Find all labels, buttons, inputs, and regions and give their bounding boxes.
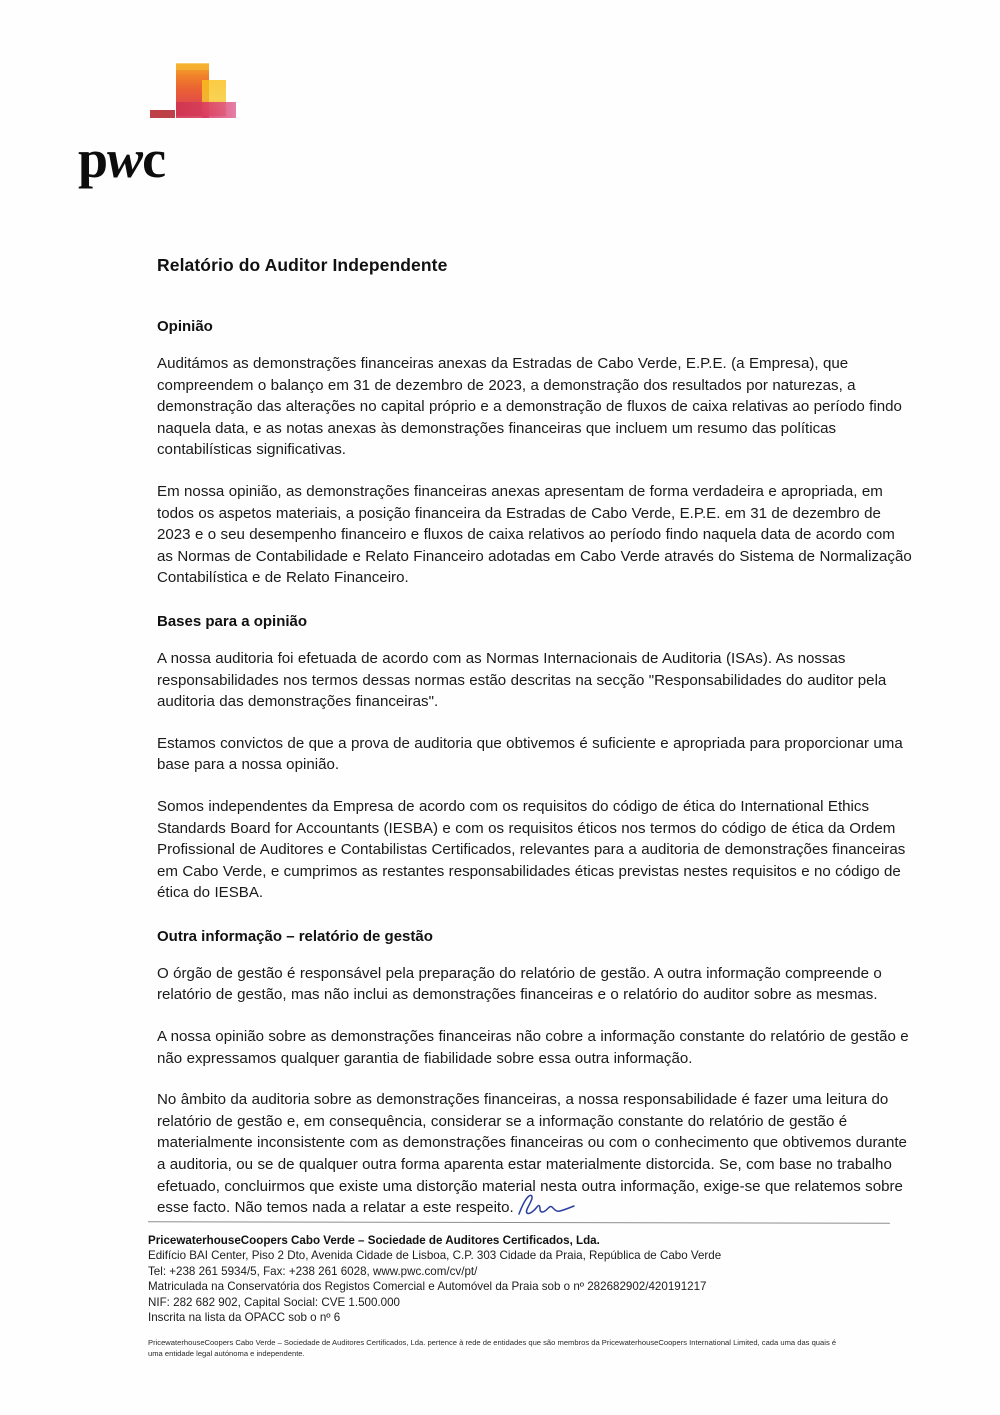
section-heading-bases: Bases para a opinião <box>157 612 308 630</box>
pwc-logo <box>78 60 338 189</box>
footer-disclaimer: PricewaterhouseCoopers Cabo Verde – Sociedade de Auditores Certificados, Lda. pertence à rede de entidades que são membros da PricewaterhouseCoopers International Limited, cada uma das quais é uma entidade legal autónoma e independente. <box>148 1338 837 1358</box>
footer-registration: Matriculada na Conservatória dos Registos Comercial e Automóvel da Praia sob o nº 282682902/420191217 <box>148 1280 707 1294</box>
page-footer <box>148 1222 890 1325</box>
logo-bar-pink <box>202 102 236 118</box>
logo-bar-top-highlight <box>176 63 209 70</box>
paragraph-text: No âmbito da auditoria sobre as demonstrações financeiras, a nossa responsabilidade é fazer uma leitura do relatório de gestão e, em consequência, considerar se a informação constante do relatório de gestão é materialmente inconsistente com as demonstrações financeiras ou com o conhecimento que obtivemos durante a auditoria, ou se de qualquer outra forma aparenta estar materialmente distorcida. Se, com base no trabalho efetuado, concluirmos que existe uma distorção material nesta outra informação, exige-se que relatemos sobre esse facto. Não temos nada a relatar a este respeito. <box>157 1091 907 1217</box>
paragraph: Estamos convictos de que a prova de auditoria que obtivemos é suficiente e apropriada para proporcionar uma base para a nossa opinião. <box>157 734 903 774</box>
handwritten-signature-icon <box>516 1192 576 1218</box>
footer-contact: Tel: +238 261 5934/5, Fax: +238 261 6028, www.pwc.com/cv/pt/ <box>148 1264 478 1278</box>
pwc-logo-mark-icon <box>150 60 270 128</box>
paragraph: Auditámos as demonstrações financeiras anexas da Estradas de Cabo Verde, E.P.E. (a Empresa), que compreendem o balanço em 31 de dezembro de 2023, a demonstração dos resultados por naturezas, a demonstração das alterações no capital próprio e a demonstração de fluxos de caixa relativas ao período findo naquela data, e as notas anexas às demonstrações financeiras que incluem um resumo das políticas contabilísticas significativas. <box>157 355 902 459</box>
footer-opacc: Inscrita na lista da OPACC sob o nº 6 <box>148 1311 341 1325</box>
paragraph: O órgão de gestão é responsável pela preparação do relatório de gestão. A outra informação compreende o relatório de gestão, mas não inclui as demonstrações financeiras e o relatório do auditor sobre as mesmas. <box>157 964 882 1004</box>
paragraph-final <box>157 1089 912 1219</box>
section-outra-informacao <box>157 928 912 1219</box>
footer-address: Edifício BAI Center, Piso 2 Dto, Avenida Cidade de Lisboa, C.P. 303 Cidade da Praia, República de Cabo Verde <box>148 1249 722 1263</box>
section-heading-outra-informacao: Outra informação – relatório de gestão <box>157 927 433 945</box>
paragraph: Em nossa opinião, as demonstrações financeiras anexas apresentam de forma verdadeira e apropriada, em todos os aspetos materiais, a posição financeira da Estradas de Cabo Verde, E.P.E. em 31 de dezembro de 2023 e o seu desempenho financeiro e fluxos de caixa relativos ao período findo naquela data de acordo com as Normas de Contabilidade e Relato Financeiro adotadas em Cabo Verde através do Sistema de Normalização Contabilística e de Relato Financeiro. <box>157 482 912 587</box>
paragraph: A nossa auditoria foi efetuada de acordo com as Normas Internacionais de Auditoria (ISAs). As nossas responsabilidades nos termos dessas normas estão descritas na secção "Responsabilidades do auditor pela auditoria das demonstrações financeiras". <box>157 649 887 711</box>
logo-bar-dash <box>150 110 175 118</box>
section-opiniao <box>157 318 912 589</box>
footer-company-name: PricewaterhouseCoopers Cabo Verde – Sociedade de Auditores Certificados, Lda. <box>148 1234 600 1247</box>
paragraph: Somos independentes da Empresa de acordo com os requisitos do código de ética do International Ethics Standards Board for Accountants (IESBA) e com os requisitos éticos nos termos do código de ética da Ordem Profissional de Auditores e Contabilistas Certificados, relevantes para a auditoria de demonstrações financeiras em Cabo Verde, e cumprimos as restantes responsabilidades éticas previstas nestes requisitos e no código de ética do IESBA. <box>157 797 906 902</box>
paragraph: A nossa opinião sobre as demonstrações financeiras não cobre a informação constante do relatório de gestão e não expressamos qualquer garantia de fiabilidade sobre essa outra informação. <box>157 1028 909 1067</box>
footer-divider <box>148 1221 890 1224</box>
section-heading-opiniao: Opinião <box>157 318 213 335</box>
document-content <box>157 255 912 1241</box>
footer-nif-capital: NIF: 282 682 902, Capital Social: CVE 1.500.000 <box>148 1295 400 1309</box>
pwc-wordmark: pwc <box>78 129 166 189</box>
section-bases-para-a-opiniao <box>157 613 912 904</box>
page-title: Relatório do Auditor Independente <box>157 255 448 275</box>
